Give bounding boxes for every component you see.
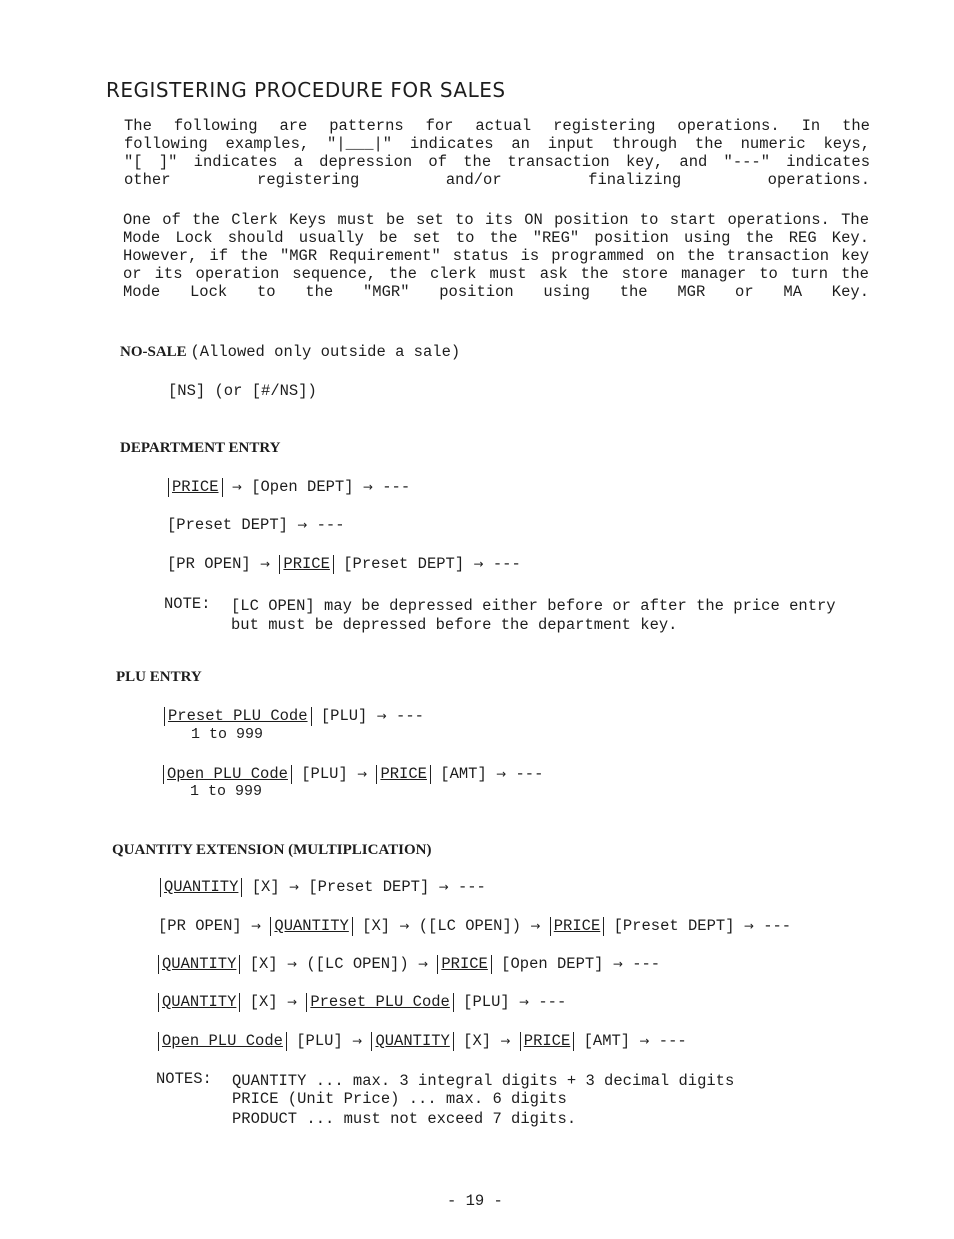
mode-line: Mode Lock should usually be set to the "REG" position using the REG Key. (123, 229, 869, 247)
arrow-icon: → (357, 767, 368, 781)
arrow-icon: → (231, 480, 242, 494)
open-dept-key: [Open DEPT] (501, 955, 604, 973)
qty-sequence-2 (158, 917, 791, 936)
arrow-icon: → (297, 518, 308, 532)
plu-range: 1 to 999 (190, 783, 263, 800)
preset-dept-key: [Preset DEPT] (343, 555, 465, 573)
arrow-icon: → (743, 919, 754, 933)
quantity-input-box: QUANTITY (158, 993, 240, 1012)
arrow-icon: → (399, 919, 410, 933)
plu-sequence-1 (164, 707, 424, 726)
mode-line: One of the Clerk Keys must be set to its ON position to start operations. The (123, 211, 869, 229)
arrow-icon: → (639, 1034, 650, 1048)
price-input-box: PRICE (550, 917, 605, 936)
arrow-icon: → (362, 480, 373, 494)
qty-sequence-4 (158, 993, 566, 1012)
arrow-icon: → (612, 957, 623, 971)
quantity-heading-paren: (MULTIPLICATION) (288, 842, 432, 858)
arrow-icon: → (530, 919, 541, 933)
dashes: --- (382, 478, 411, 496)
lc-open-optional: ([LC OPEN]) (418, 917, 522, 935)
qty-sequence-1 (160, 878, 486, 897)
qty-notes-label: NOTES: (156, 1070, 212, 1088)
arrow-icon: → (286, 995, 298, 1009)
arrow-icon: → (519, 995, 530, 1009)
quantity-heading (112, 842, 432, 859)
x-key: [X] (249, 955, 278, 973)
arrow-icon: → (417, 957, 429, 971)
price-input-box: PRICE (520, 1032, 575, 1051)
plu-key: [PLU] (320, 707, 368, 725)
arrow-icon: → (496, 767, 507, 781)
x-key: [X] (463, 1032, 492, 1050)
no-sale-qualifier: (Allowed only outside a sale) (190, 343, 461, 361)
dashes: --- (396, 707, 424, 725)
intro-line: following examples, "|___|" indicates an input through the numeric keys, (124, 135, 870, 153)
qty-sequence-3 (158, 955, 660, 974)
preset-plu-code-box: Preset PLU Code (164, 707, 312, 726)
open-plu-code-box: Open PLU Code (158, 1032, 287, 1051)
no-sale-sequence: [NS] (or [#/NS]) (168, 382, 317, 400)
arrow-icon: → (473, 557, 484, 571)
arrow-icon: → (251, 919, 262, 933)
arrow-icon: → (288, 880, 300, 894)
qty-note-3: PRODUCT ... must not exceed 7 digits. (232, 1110, 577, 1128)
arrow-icon: → (352, 1034, 363, 1048)
dept-note-line-1: [LC OPEN] may be depressed either before or after the price entry (231, 597, 836, 615)
arrow-icon: → (500, 1034, 511, 1048)
dept-sequence-2 (167, 516, 345, 534)
quantity-input-box: QUANTITY (158, 955, 240, 974)
dashes: --- (632, 955, 661, 973)
preset-dept-key: [Preset DEPT] (613, 917, 735, 935)
dept-note-line-2: but must be depressed before the department key. (231, 616, 678, 634)
quantity-input-box: QUANTITY (371, 1032, 453, 1051)
arrow-icon: → (260, 557, 271, 571)
price-input-box: PRICE (437, 955, 492, 974)
page-title: REGISTERING PROCEDURE FOR SALES (106, 78, 506, 102)
plu-key: [PLU] (301, 765, 348, 783)
page-number: - 19 - (447, 1192, 503, 1210)
dashes: --- (492, 555, 521, 573)
price-input-box: PRICE (168, 478, 223, 497)
mode-lock-paragraph (123, 211, 869, 301)
qty-note-1: QUANTITY ... max. 3 integral digits + 3 decimal digits (232, 1072, 735, 1090)
x-key: [X] (362, 917, 391, 935)
mode-line: or its operation sequence, the clerk must ask the store manager to turn the (123, 265, 869, 283)
x-key: [X] (249, 993, 278, 1011)
plu-sequence-2 (163, 765, 543, 784)
preset-dept-key: [Preset DEPT] (167, 516, 288, 534)
quantity-input-box: QUANTITY (160, 878, 242, 897)
amt-key: [AMT] (583, 1032, 631, 1050)
no-sale-heading (120, 343, 460, 361)
mode-line: However, if the "MGR Requirement" status is programmed on the transaction key (123, 247, 869, 265)
price-input-box: PRICE (279, 555, 334, 574)
intro-line: other registering and/or finalizing operations. (124, 171, 870, 189)
intro-line: "[ ]" indicates a depression of the transaction key, and "---" indicates (124, 153, 870, 171)
open-plu-code-box: Open PLU Code (163, 765, 292, 784)
plu-range: 1 to 999 (191, 726, 264, 743)
lc-open-optional: ([LC OPEN]) (306, 955, 409, 973)
preset-dept-key: [Preset DEPT] (308, 878, 430, 896)
department-heading: DEPARTMENT ENTRY (120, 440, 281, 456)
dashes: --- (658, 1032, 687, 1050)
dashes: --- (763, 917, 792, 935)
dept-sequence-3 (167, 555, 521, 574)
price-input-box: PRICE (376, 765, 431, 784)
preset-plu-code-box: Preset PLU Code (306, 993, 454, 1012)
dashes: --- (457, 878, 486, 896)
mode-line: Mode Lock to the "MGR" position using the MGR or MA Key. (123, 283, 869, 301)
pr-open-key: [PR OPEN] (167, 555, 251, 573)
dept-sequence-1 (168, 478, 410, 497)
amt-key: [AMT] (440, 765, 487, 783)
arrow-icon: → (376, 709, 387, 723)
pr-open-key: [PR OPEN] (158, 917, 242, 935)
arrow-icon: → (438, 880, 449, 894)
intro-paragraph (124, 117, 870, 189)
qty-sequence-5 (158, 1032, 687, 1051)
arrow-icon: → (286, 957, 298, 971)
plu-heading: PLU ENTRY (116, 669, 202, 685)
dashes: --- (316, 516, 345, 534)
intro-line: The following are patterns for actual registering operations. In the (124, 117, 870, 135)
plu-key: [PLU] (296, 1032, 343, 1050)
qty-note-2: PRICE (Unit Price) ... max. 6 digits (232, 1090, 567, 1108)
no-sale-title: NO-SALE (120, 344, 187, 360)
dept-note-label: NOTE: (164, 595, 211, 613)
quantity-heading-title: QUANTITY EXTENSION (112, 842, 285, 858)
dashes: --- (538, 993, 567, 1011)
plu-key: [PLU] (463, 993, 510, 1011)
dashes: --- (515, 765, 544, 783)
x-key: [X] (251, 878, 280, 896)
open-dept-key: [Open DEPT] (251, 478, 354, 496)
quantity-input-box: QUANTITY (270, 917, 352, 936)
